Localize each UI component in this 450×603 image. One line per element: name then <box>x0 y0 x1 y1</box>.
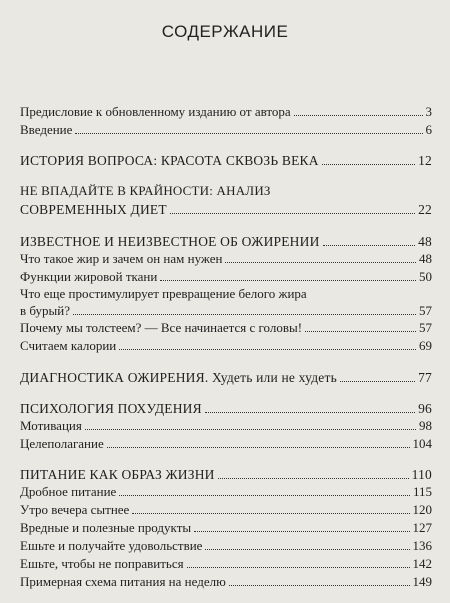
dot-leader <box>73 314 416 315</box>
toc-page-number: 48 <box>419 251 432 266</box>
toc-page-number: 57 <box>419 320 432 335</box>
toc-section-label: ПИТАНИЕ КАК ОБРАЗ ЖИЗНИ <box>20 467 215 482</box>
toc-entry <box>20 303 432 319</box>
toc-page-number: 77 <box>418 370 432 385</box>
toc-entry <box>20 251 432 267</box>
toc-entry-label: Предисловие к обновленному изданию от автора <box>20 104 291 119</box>
toc-section-label: ПСИХОЛОГИЯ ПОХУДЕНИЯ <box>20 401 202 416</box>
toc-page-number: 127 <box>412 520 432 535</box>
toc-page-number: 48 <box>418 234 432 249</box>
toc-entry <box>20 418 432 434</box>
dot-leader <box>85 429 416 430</box>
toc-section <box>20 466 432 483</box>
dot-leader <box>170 213 415 214</box>
toc-section <box>20 369 432 386</box>
toc-page-number: 22 <box>418 202 432 217</box>
toc-page-number: 98 <box>419 418 432 433</box>
toc-section-label: СОВРЕМЕННЫХ ДИЕТ <box>20 202 167 217</box>
toc-entry-label: Почему мы толстеем? — Все начинается с головы! <box>20 320 303 335</box>
toc-entry <box>20 104 432 120</box>
toc-page-number: 115 <box>412 484 432 499</box>
toc-entry-label: Считаем калории <box>20 338 117 353</box>
toc-page-number: 3 <box>425 104 432 119</box>
toc-page-number: 149 <box>412 574 432 589</box>
page-title: СОДЕРЖАНИЕ <box>161 22 289 41</box>
toc-entry <box>20 269 432 285</box>
dot-leader <box>294 115 423 116</box>
dot-leader <box>322 164 415 165</box>
toc-page-number: 69 <box>419 338 432 353</box>
toc-entry-label: Целеполагание <box>20 436 104 451</box>
toc-entry-label: Ешьте и получайте удовольствие <box>20 538 203 553</box>
dot-leader <box>187 567 410 568</box>
toc-entry-label: Дробное питание <box>20 484 117 499</box>
toc-entry-label: Введение <box>20 122 73 137</box>
toc-page-number: 136 <box>412 538 432 553</box>
dot-leader <box>194 531 409 532</box>
dot-leader <box>75 133 422 134</box>
toc-entry <box>20 520 432 536</box>
toc-entry <box>20 502 432 518</box>
dot-leader <box>205 549 409 550</box>
dot-leader <box>160 280 416 281</box>
toc-section <box>20 201 432 218</box>
toc-section-label: ИСТОРИЯ ВОПРОСА: КРАСОТА СКВОЗЬ ВЕКА <box>20 153 319 168</box>
toc-page-number: 104 <box>412 436 432 451</box>
toc-entry <box>20 484 432 500</box>
toc-entry-label: Примерная схема питания на неделю <box>20 574 226 589</box>
dot-leader <box>107 447 410 448</box>
toc-entry <box>20 436 432 452</box>
dot-leader <box>229 585 410 586</box>
toc-entry-label: Функции жировой ткани <box>20 269 158 284</box>
toc-page-number: 96 <box>418 401 432 416</box>
dot-leader <box>132 513 409 514</box>
toc-entry-label-line1: Что еще простимулирует превращение белого жира <box>20 286 307 301</box>
toc-entry-label: в бурый? <box>20 303 70 318</box>
dot-leader <box>323 245 416 246</box>
toc-entry <box>20 538 432 554</box>
toc-entry-label: Вредные и полезные продукты <box>20 520 192 535</box>
toc-page-number: 110 <box>411 467 432 482</box>
dot-leader <box>225 262 416 263</box>
dot-leader <box>119 495 410 496</box>
toc-entry-label: Мотивация <box>20 418 82 433</box>
toc-entry <box>20 122 432 138</box>
toc-page-number: 120 <box>412 502 432 517</box>
toc-section <box>20 400 432 417</box>
dot-leader <box>305 331 416 332</box>
dot-leader <box>218 478 409 479</box>
dot-leader <box>205 412 415 413</box>
toc-page-number: 12 <box>418 153 432 168</box>
toc-entry-label: Ешьте, чтобы не поправиться <box>20 556 184 571</box>
toc-section <box>20 152 432 169</box>
toc-entry <box>20 574 432 590</box>
toc-section-label-line1: НЕ ВПАДАЙТЕ В КРАЙНОСТИ: АНАЛИЗ <box>20 183 271 198</box>
toc-entry <box>20 320 432 336</box>
dot-leader <box>340 381 415 382</box>
toc-entry <box>20 556 432 572</box>
toc-section <box>20 233 432 250</box>
toc-page-number: 142 <box>412 556 432 571</box>
dot-leader <box>119 349 416 350</box>
toc-entry-label: Утро вечера сытнее <box>20 502 130 517</box>
toc-page-number: 6 <box>425 122 432 137</box>
toc-page-number: 57 <box>419 303 432 318</box>
toc-page-number: 50 <box>419 269 432 284</box>
toc-section-label: ИЗВЕСТНОЕ И НЕИЗВЕСТНОЕ ОБ ОЖИРЕНИИ <box>20 234 320 249</box>
toc-entry <box>20 338 432 354</box>
toc-entry-label: Что такое жир и зачем он нам нужен <box>20 251 223 266</box>
toc-section-label: ДИАГНОСТИКА ОЖИРЕНИЯ. Худеть или не худеть <box>20 370 337 385</box>
